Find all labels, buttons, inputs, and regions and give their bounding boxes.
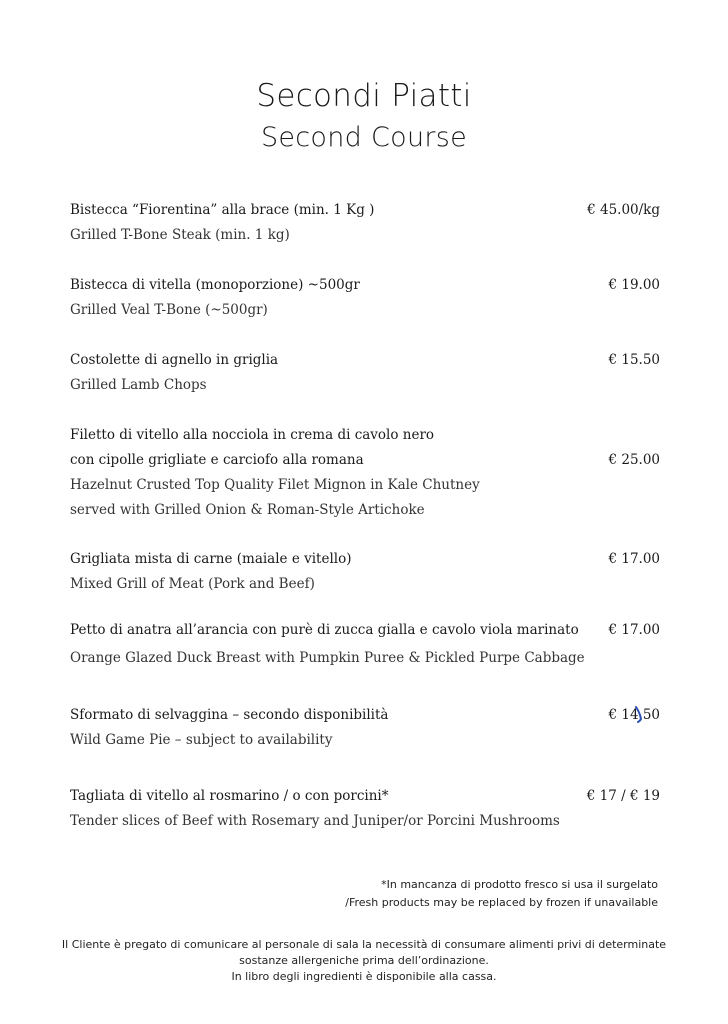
- menu-item: [70, 618, 660, 671]
- dish-name-it: con cipolle grigliate e carciofo alla romana: [70, 452, 364, 468]
- dish-price: € 19.00: [608, 277, 660, 293]
- dish-name-en: Wild Game Pie – subject to availability: [70, 732, 333, 748]
- allergen-line: In libro degli ingredienti è disponibile alla cassa.: [231, 970, 497, 983]
- dish-name-it: Tagliata di vitello al rosmarino / o con porcini*: [70, 788, 389, 804]
- menu-item: [70, 198, 660, 248]
- dish-name-en: Mixed Grill of Meat (Pork and Beef): [70, 576, 315, 592]
- dish-name-en: Hazelnut Crusted Top Quality Filet Mignon in Kale Chutney: [70, 477, 480, 493]
- dish-name-en: Grilled Veal T-Bone (~500gr): [70, 302, 268, 318]
- dish-price: € 14.50: [608, 707, 660, 723]
- menu-item: [70, 348, 660, 398]
- dish-name-it: Bistecca “Fiorentina” alla brace (min. 1 Kg ): [70, 202, 375, 218]
- dish-name-it: Sformato di selvaggina – secondo disponibilità: [70, 707, 389, 723]
- menu-item: [70, 547, 660, 597]
- dish-price: € 17 / € 19: [586, 788, 660, 804]
- page-title: Secondi Piatti: [256, 78, 472, 114]
- dish-name-en: Grilled T-Bone Steak (min. 1 kg): [70, 227, 290, 243]
- dish-price: € 17.00: [608, 551, 660, 567]
- footnote-line: /Fresh products may be replaced by frozen if unavailable: [345, 896, 658, 909]
- allergen-line: sostanze allergeniche prima dell’ordinazione.: [239, 954, 489, 967]
- dish-name-en: Orange Glazed Duck Breast with Pumpkin Puree & Pickled Purpe Cabbage: [70, 650, 585, 666]
- dish-price: € 45.00/kg: [587, 202, 660, 218]
- menu-item: [70, 423, 660, 523]
- dish-name-it: Filetto di vitello alla nocciola in crema di cavolo nero: [70, 427, 435, 443]
- dish-name-it: Bistecca di vitella (monoporzione) ~500gr: [70, 277, 360, 293]
- page-subtitle: Second Course: [260, 122, 468, 153]
- dish-name-it: Costolette di agnello in griglia: [70, 352, 279, 368]
- footnote-line: *In mancanza di prodotto fresco si usa il surgelato: [381, 878, 658, 891]
- dish-price: € 15.50: [608, 352, 660, 368]
- dish-name-it: Grigliata mista di carne (maiale e vitello): [70, 551, 352, 567]
- dish-name-it: Petto di anatra all’arancia con purè di zucca gialla e cavolo viola marinato: [70, 622, 579, 638]
- allergen-line: Il Cliente è pregato di comunicare al personale di sala la necessità di consumare alimenti privi di determinate: [61, 938, 667, 951]
- menu-item: [70, 784, 660, 834]
- dish-name-en: served with Grilled Onion & Roman-Style Artichoke: [70, 502, 425, 518]
- pen-mark-icon: [632, 705, 646, 725]
- frozen-footnote: [345, 876, 658, 912]
- menu-item: [70, 273, 660, 323]
- dish-name-en: Grilled Lamb Chops: [70, 377, 207, 393]
- dish-price: € 25.00: [608, 452, 660, 468]
- dish-price: € 17.00: [608, 622, 660, 638]
- dish-name-en: Tender slices of Beef with Rosemary and Juniper/or Porcini Mushrooms: [70, 813, 560, 829]
- allergen-notice: [0, 937, 728, 985]
- menu-item: [70, 703, 660, 753]
